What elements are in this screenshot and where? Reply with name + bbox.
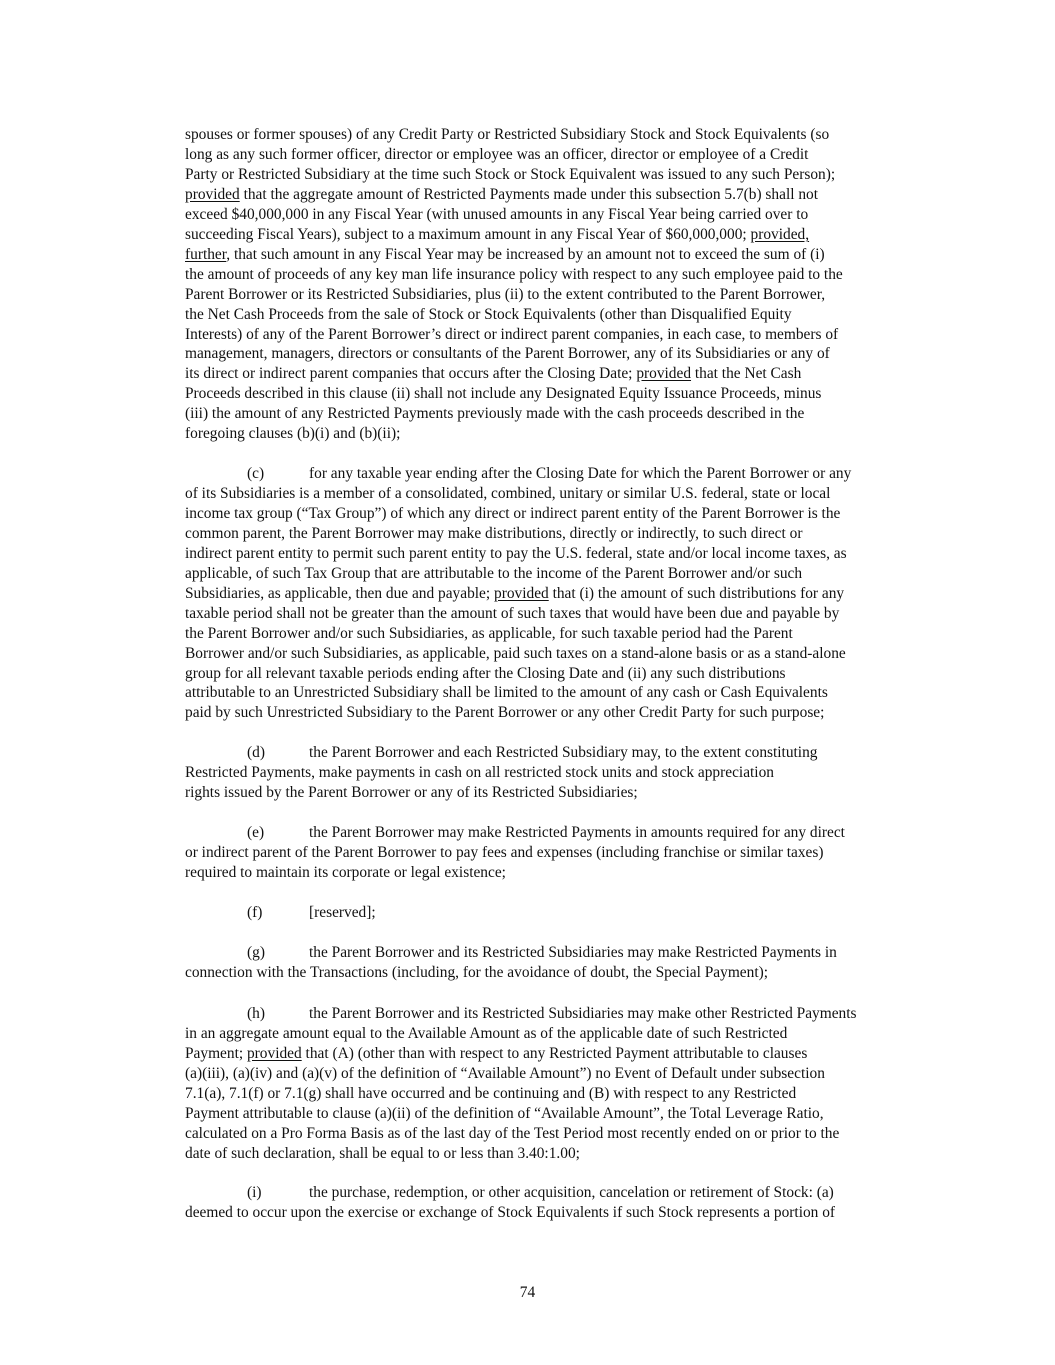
clause-label: (e) [247, 824, 265, 841]
text-line [185, 484, 935, 504]
text-line [185, 743, 935, 763]
text-line [185, 424, 935, 444]
text-run: management, managers, directors or consultants of the Parent Borrower, any of its Subsidiaries or any of [185, 345, 830, 363]
clause-label: (g) [247, 944, 265, 961]
text-run: Borrower and/or such Subsidiaries, as applicable, paid such taxes on a stand-alone basis or as a stand-alone [185, 644, 846, 662]
text-line [185, 683, 935, 703]
text-line [185, 344, 935, 364]
text-run: [reserved]; [309, 904, 376, 921]
text-line [185, 245, 935, 265]
text-run: or indirect parent of the Parent Borrower to pay fees and expenses (including franchise or similar taxes) [185, 843, 824, 861]
text-run: required to maintain its corporate or legal existence; [185, 863, 506, 881]
text-run: the Parent Borrower and its Restricted Subsidiaries may make Restricted Payments in [309, 944, 837, 961]
text-run: foregoing clauses (b)(i) and (b)(ii); [185, 425, 401, 443]
text-run: deemed to occur upon the exercise or exchange of Stock Equivalents if such Stock represents a portion of [185, 1203, 836, 1221]
text-run: for any taxable year ending after the Closing Date for which the Parent Borrower or any [309, 465, 852, 482]
text-run: common parent, the Parent Borrower may make distributions, directly or indirectly, to such direct or [185, 524, 803, 542]
text-line [185, 1024, 935, 1044]
text-line [185, 265, 935, 285]
text-line [185, 145, 935, 165]
text-run: that the aggregate amount of Restricted Payments made under this subsection 5.7(b) shall not [239, 185, 819, 203]
text-line [185, 943, 935, 963]
underlined-term: provided [246, 1044, 302, 1062]
text-run: spouses or former spouses) of any Credit Party or Restricted Subsidiary Stock and Stock Equivalents (so [185, 126, 830, 143]
text-line [185, 1104, 935, 1124]
page-number: 74 [519, 1284, 536, 1301]
clause-f [185, 903, 935, 923]
text-line [185, 584, 935, 604]
text-line [185, 1183, 935, 1203]
text-line [185, 325, 935, 345]
text-line [185, 464, 935, 484]
text-line [185, 863, 935, 883]
text-line [185, 364, 935, 384]
clause-label: (c) [247, 465, 265, 482]
text-run: in an aggregate amount equal to the Available Amount as of the applicable date of such Restricted [185, 1024, 788, 1042]
underlined-term: provided [185, 185, 240, 203]
clause-d [185, 743, 935, 803]
text-line [185, 165, 935, 185]
text-run: the Parent Borrower and its Restricted Subsidiaries may make other Restricted Payments [309, 1005, 857, 1022]
text-line [185, 564, 935, 584]
text-line [185, 624, 935, 644]
text-run: indirect parent entity to permit such parent entity to pay the U.S. federal, state and/or local income taxes, as [185, 544, 847, 562]
text-run: (iii) the amount of any Restricted Payments previously made with the cash proceeds described in the [185, 405, 805, 423]
underlined-term: provided [636, 365, 692, 383]
text-run: connection with the Transactions (including, for the avoidance of doubt, the Special Payment); [185, 963, 769, 981]
text-run: attributable to an Unrestricted Subsidiary shall be limited to the amount of any cash or Cash Equivalents [185, 684, 828, 702]
text-run: paid by such Unrestricted Subsidiary to the Parent Borrower or any other Credit Party for such purpose; [185, 704, 825, 722]
text-run: taxable period shall not be greater than the amount of such taxes that would have been due and payable by [185, 604, 840, 622]
text-line [185, 504, 935, 524]
text-run: long as any such former officer, director or employee was an officer, director or employee of a Credit [185, 145, 809, 163]
text-run: , that such amount in any Fiscal Year may be increased by an amount not to exceed the sum of (i) [226, 245, 825, 263]
text-line [185, 404, 935, 424]
text-run: the amount of proceeds of any key man life insurance policy with respect to any such employee paid to the [185, 265, 843, 283]
text-run: the Parent Borrower and/or such Subsidiaries, as applicable, for such taxable period had the Parent [185, 624, 793, 642]
text-line [185, 644, 935, 664]
text-line [185, 544, 935, 564]
text-line [185, 843, 935, 863]
text-run: applicable, of such Tax Group that are attributable to the income of the Parent Borrower and/or such [185, 564, 803, 582]
text-line [185, 185, 935, 205]
text-line [185, 384, 935, 404]
text-run: the Parent Borrower and each Restricted Subsidiary may, to the extent constituting [309, 744, 818, 761]
text-line [185, 783, 935, 803]
text-run: succeeding Fiscal Years), subject to a maximum amount in any Fiscal Year of $60,000,000; [185, 225, 751, 243]
clause-label: (i) [247, 1184, 262, 1201]
clause-label: (d) [247, 744, 265, 761]
underlined-term: provided [494, 584, 549, 602]
text-line [185, 703, 935, 723]
clause-label: (h) [247, 1005, 265, 1022]
text-run: Parent Borrower or its Restricted Subsidiaries, plus (ii) to the extent contributed to the Parent Borrower, [185, 285, 826, 303]
text-line [185, 1084, 935, 1104]
text-run: the Parent Borrower may make Restricted Payments in amounts required for any direct [309, 824, 845, 841]
text-run: (a)(iii), (a)(iv) and (a)(v) of the definition of “Available Amount”) no Event of Default under subsection [185, 1064, 825, 1082]
text-line [185, 823, 935, 843]
text-line [185, 1203, 935, 1223]
text-run: Proceeds described in this clause (ii) shall not include any Designated Equity Issuance Proceeds, minus [185, 385, 822, 403]
text-run: Subsidiaries, as applicable, then due and payable; [185, 584, 495, 602]
text-line [185, 1004, 935, 1024]
clause-h [185, 1004, 935, 1164]
text-line [185, 125, 935, 145]
text-run: exceed $40,000,000 in any Fiscal Year (with unused amounts in any Fiscal Year being carried over to [185, 205, 809, 223]
text-run: 7.1(a), 7.1(f) or 7.1(g) shall have occurred and be continuing and (B) with respect to any Restricted [185, 1084, 797, 1102]
text-run: its direct or indirect parent companies that occurs after the Closing Date; [185, 365, 637, 383]
text-line [185, 604, 935, 624]
text-run: Interests) of any of the Parent Borrower’s direct or indirect parent companies, in each case, to members of [185, 325, 839, 343]
text-run: that (A) (other than with respect to any Restricted Payment attributable to clauses [301, 1044, 808, 1062]
text-run: Payment; [185, 1044, 247, 1062]
text-run: date of such declaration, shall be equal to or less than 3.40:1.00; [185, 1144, 580, 1162]
text-line [185, 205, 935, 225]
text-run: the Net Cash Proceeds from the sale of Stock or Stock Equivalents (other than Disqualified Equity [185, 305, 792, 323]
text-run: that (i) the amount of such distributions for any [548, 584, 845, 602]
text-run: calculated on a Pro Forma Basis as of the last day of the Test Period most recently ended on or prior to the [185, 1124, 840, 1142]
underlined-term: provided, [750, 225, 810, 243]
underlined-term: further [185, 245, 227, 263]
text-run: Restricted Payments, make payments in cash on all restricted stock units and stock appreciation [185, 763, 774, 781]
text-line [185, 664, 935, 684]
text-line [185, 1124, 935, 1144]
text-line [185, 1144, 935, 1164]
text-line [185, 903, 935, 923]
text-line [185, 963, 935, 983]
text-run: of its Subsidiaries is a member of a consolidated, combined, unitary or similar U.S. federal, state or local [185, 484, 831, 502]
text-line [185, 524, 935, 544]
text-run: rights issued by the Parent Borrower or any of its Restricted Subsidiaries; [185, 783, 638, 801]
clause-label: (f) [247, 904, 263, 921]
text-run: that the Net Cash [691, 365, 802, 383]
text-line [185, 305, 935, 325]
text-run: income tax group (“Tax Group”) of which any direct or indirect parent entity of the Parent Borrower is the [185, 504, 841, 522]
text-run: the purchase, redemption, or other acquisition, cancelation or retirement of Stock: (a) [309, 1184, 834, 1201]
text-line [185, 1044, 935, 1064]
text-line [185, 285, 935, 305]
clause-g [185, 943, 935, 983]
clause-e [185, 823, 935, 883]
clause-c [185, 464, 935, 723]
text-line [185, 225, 935, 245]
text-run: group for all relevant taxable periods ending after the Closing Date and (ii) any such distributions [185, 664, 786, 682]
text-line [185, 763, 935, 783]
intro-paragraph [185, 125, 935, 444]
text-run: Party or Restricted Subsidiary at the time such Stock or Stock Equivalent was issued to any such Person); [185, 165, 836, 183]
text-line [185, 1064, 935, 1084]
text-run: Payment attributable to clause (a)(ii) of the definition of “Available Amount”, the Total Leverage Ratio, [185, 1104, 824, 1122]
clause-i [185, 1183, 935, 1223]
